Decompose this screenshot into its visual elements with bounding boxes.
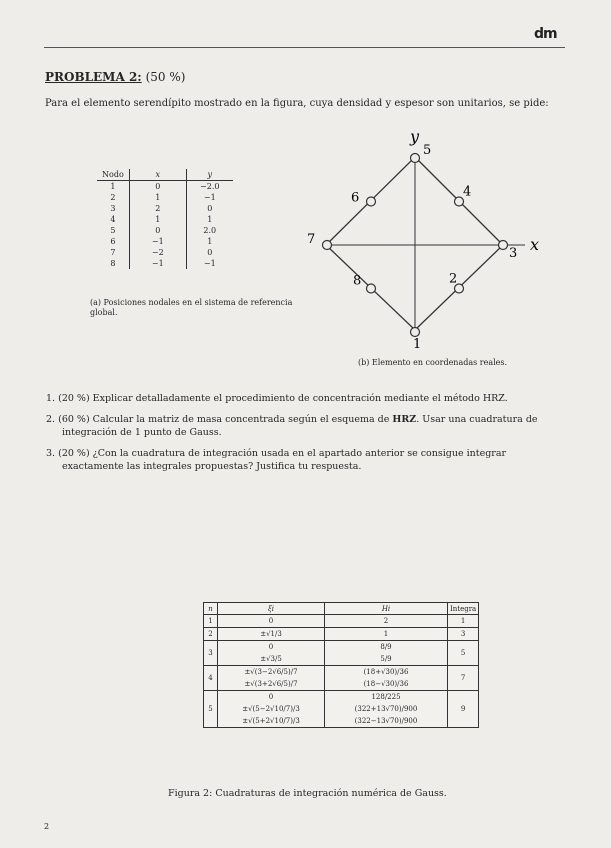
node-coordinates-table — [97, 169, 233, 269]
gauss-h-cell — [325, 641, 448, 666]
node-x-cell: −1 — [129, 258, 186, 269]
gauss-integra-cell: 3 — [448, 628, 479, 641]
gauss-h-cell — [325, 691, 448, 728]
node-y-cell: −2.0 — [200, 182, 220, 191]
gauss-h-cell-value: 1 — [383, 630, 389, 638]
node-table-row — [97, 214, 233, 225]
gauss-h-cell-value: 128/225 — [371, 693, 401, 701]
gauss-xi-cell — [218, 691, 325, 728]
gauss-xi-cell-value: ±√(3+2√6/5)/7 — [244, 680, 298, 688]
node-table-row — [97, 192, 233, 203]
node-number-cell: 5 — [97, 225, 129, 236]
gauss-n-cell: 4 — [204, 666, 218, 691]
gauss-xi-cell-value: 0 — [268, 643, 274, 651]
node-y-cell: 0 — [207, 248, 213, 257]
node-table-header-nodo: Nodo — [97, 169, 129, 181]
gauss-n-cell: 1 — [204, 615, 218, 628]
problem-label: PROBLEMA 2: — [45, 70, 142, 84]
gauss-xi-cell-value: ±√(5−2√10/7)/3 — [242, 705, 300, 713]
problem-weight: (50 %) — [145, 70, 186, 84]
question-2-text-before: (60 %) Calcular la matriz de masa concentrada según el esquema de — [58, 414, 393, 425]
question-3 — [46, 447, 561, 473]
node-marker-6 — [367, 197, 376, 206]
node-y-cell: 2.0 — [203, 226, 217, 235]
gauss-xi-cell — [218, 628, 325, 641]
node-y-cell: −1 — [203, 193, 216, 202]
gauss-h-cell — [325, 666, 448, 691]
gauss-n-cell: 3 — [204, 641, 218, 666]
node-table-row — [97, 181, 233, 193]
node-label-4: 4 — [463, 184, 472, 200]
gauss-h-cell — [325, 615, 448, 628]
node-number-cell: 1 — [97, 181, 129, 193]
gauss-table-header-row — [204, 603, 479, 615]
gauss-xi-cell-value: ±√1/3 — [260, 630, 282, 638]
gauss-xi-cell — [218, 615, 325, 628]
gauss-n-cell: 2 — [204, 628, 218, 641]
node-table-caption: (a) Posiciones nodales en el sistema de referencia global. — [90, 298, 293, 317]
gauss-header-h: Hi — [325, 603, 448, 615]
node-table-header-x: x — [129, 169, 186, 181]
gauss-h-cell-value: 2 — [383, 617, 389, 625]
gauss-h-cell-value: 5/9 — [380, 655, 392, 663]
gauss-table-row — [204, 666, 479, 691]
gauss-table-row — [204, 628, 479, 641]
question-2-text-after: . Usar una cuadratura de integración de 1 punto de Gauss. — [62, 414, 538, 438]
node-y-cell: 1 — [207, 215, 213, 224]
problem-heading — [45, 70, 185, 84]
node-y-cell: −1 — [203, 259, 216, 268]
gauss-xi-cell-value: 0 — [268, 617, 274, 625]
gauss-integra-cell: 9 — [448, 691, 479, 728]
question-2-number: 2. — [46, 414, 56, 425]
node-marker-1 — [411, 328, 420, 337]
element-figure-caption: (b) Elemento en coordenadas reales. — [358, 358, 508, 367]
question-1 — [46, 392, 561, 405]
gauss-integra-cell: 7 — [448, 666, 479, 691]
y-axis-label: y — [410, 127, 420, 146]
node-x-cell: 1 — [129, 214, 186, 225]
institution-logo: dm — [534, 26, 557, 42]
gauss-xi-cell-value: ±√(5+2√10/7)/3 — [242, 717, 300, 725]
gauss-header-integra: Integra — [448, 603, 479, 615]
node-table-row — [97, 236, 233, 247]
node-marker-8 — [367, 284, 376, 293]
node-table-header-y: y — [186, 169, 233, 181]
gauss-h-cell-value: 8/9 — [380, 643, 392, 651]
gauss-table-caption: Figura 2: Cuadraturas de integración numérica de Gauss. — [168, 788, 447, 799]
node-table-row — [97, 225, 233, 236]
serendipity-element-figure — [300, 120, 560, 350]
gauss-header-n: n — [204, 603, 218, 615]
question-3-number: 3. — [46, 448, 56, 459]
gauss-h-cell-value: (322+13√70)/900 — [354, 705, 418, 713]
question-2 — [46, 413, 561, 439]
node-x-cell: 0 — [129, 225, 186, 236]
gauss-h-cell-value: (322−13√70)/900 — [354, 717, 418, 725]
node-label-7: 7 — [307, 232, 316, 247]
gauss-xi-cell — [218, 641, 325, 666]
node-label-3: 3 — [509, 246, 518, 261]
gauss-integra-cell: 5 — [448, 641, 479, 666]
node-number-cell: 2 — [97, 192, 129, 203]
gauss-n-cell: 5 — [204, 691, 218, 728]
question-1-text: (20 %) Explicar detalladamente el procedimiento de concentración mediante el método HRZ. — [58, 393, 508, 404]
gauss-h-cell — [325, 628, 448, 641]
node-marker-3 — [499, 241, 508, 250]
node-x-cell: 2 — [129, 203, 186, 214]
gauss-xi-cell — [218, 666, 325, 691]
gauss-xi-cell-value: 0 — [268, 693, 274, 701]
node-x-cell: 1 — [129, 192, 186, 203]
node-x-cell: 0 — [129, 181, 186, 193]
gauss-header-xi: ξi — [218, 603, 325, 615]
question-1-number: 1. — [46, 393, 56, 404]
node-number-cell: 6 — [97, 236, 129, 247]
problem-intro: Para el elemento serendípito mostrado en la figura, cuya densidad y espesor son unitarios, se pide: — [45, 98, 549, 109]
question-list — [46, 392, 561, 481]
node-label-5: 5 — [423, 143, 432, 158]
gauss-table-row — [204, 691, 479, 728]
gauss-integra-cell: 1 — [448, 615, 479, 628]
node-x-cell: −2 — [129, 247, 186, 258]
node-label-8: 8 — [353, 273, 362, 289]
gauss-quadrature-table — [203, 602, 479, 728]
node-number-cell: 7 — [97, 247, 129, 258]
node-label-1: 1 — [413, 337, 422, 350]
question-2-bold: HRZ — [392, 414, 417, 425]
node-label-2: 2 — [449, 271, 458, 287]
gauss-h-cell-value: (18+√30)/36 — [363, 668, 409, 676]
node-table-header-row — [97, 169, 233, 181]
node-y-cell: 0 — [207, 204, 213, 213]
question-3-text: (20 %) ¿Con la cuadratura de integración usada en el apartado anterior se consigue integrar exactamente las integrales propuestas? Justifica tu respuesta. — [58, 448, 507, 472]
node-label-6: 6 — [351, 190, 360, 206]
x-axis-label: x — [530, 235, 540, 254]
node-table-row — [97, 247, 233, 258]
node-x-cell: −1 — [129, 236, 186, 247]
node-number-cell: 3 — [97, 203, 129, 214]
gauss-xi-cell-value: ±√3/5 — [260, 655, 282, 663]
node-marker-7 — [323, 241, 332, 250]
gauss-h-cell-value: (18−√30)/36 — [363, 680, 409, 688]
node-y-cell: 1 — [207, 237, 213, 246]
node-table-row — [97, 258, 233, 269]
node-number-cell: 8 — [97, 258, 129, 269]
node-number-cell: 4 — [97, 214, 129, 225]
node-table-row — [97, 203, 233, 214]
node-marker-5 — [411, 154, 420, 163]
header-rule — [44, 47, 565, 48]
gauss-xi-cell-value: ±√(3−2√6/5)/7 — [244, 668, 298, 676]
gauss-table-row — [204, 615, 479, 628]
gauss-table-row — [204, 641, 479, 666]
page-number: 2 — [44, 822, 50, 831]
